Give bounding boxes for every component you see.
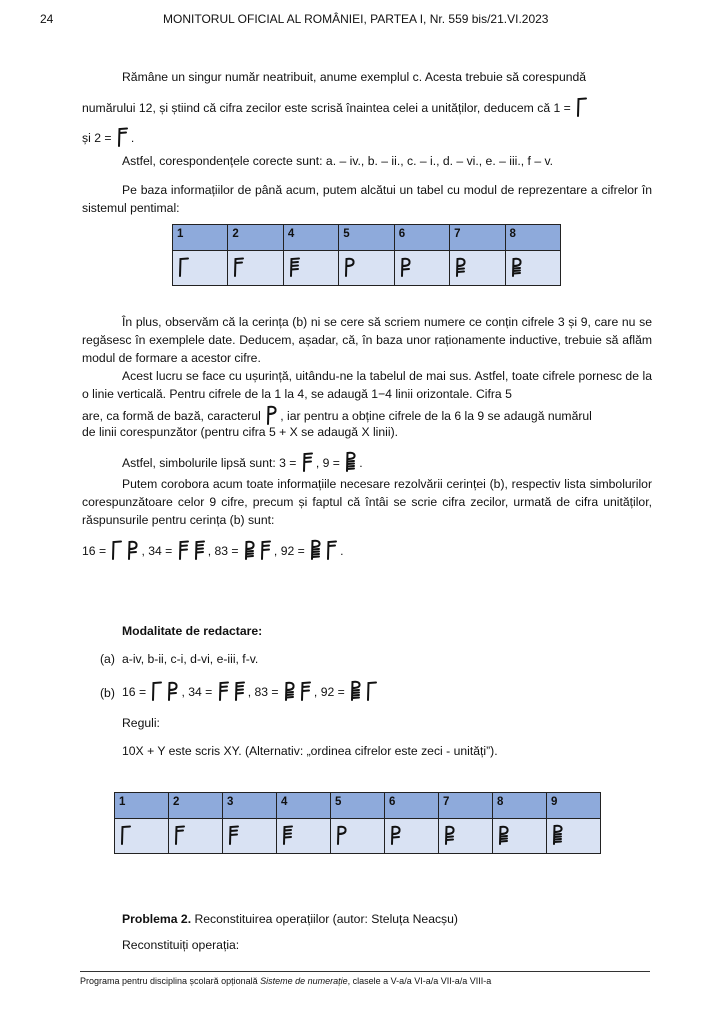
digit-3-icon <box>227 824 241 846</box>
footer-text: , clasele a V-a/a VI-a/a VII-a/a VIII-a <box>347 976 492 986</box>
digit-6-symbol-icon <box>166 680 180 702</box>
problem-2-instruction: Reconstituiți operația: <box>122 938 240 952</box>
footer-course-name: Sisteme de numerație <box>260 976 348 986</box>
paragraph-deduction <box>82 96 652 118</box>
header-cell: 1 <box>173 225 228 251</box>
symbol-cell <box>439 819 493 854</box>
paragraph-remaining-number <box>82 68 652 86</box>
digit-6-icon <box>389 824 403 846</box>
paragraph-inductive: În plus, observăm că la cerința (b) ni se cere să scriem numere ce conțin cifrele 3 și 9, care nu se regăsesc în exemplele date. Deducem, așadar, că, în baza unor raționamente inductive, trebuie să aflăm modul de formare a acestor cifre. <box>82 315 652 365</box>
symbol-cell <box>331 819 385 854</box>
digit-9-symbol-icon <box>344 451 358 473</box>
digit-6-symbol-icon <box>126 539 140 561</box>
answer-83-label: , 83 = <box>247 685 279 699</box>
header-cell: 2 <box>228 225 283 251</box>
symbol-cell <box>115 819 169 854</box>
digit-8-symbol-icon <box>243 539 257 561</box>
header-cell: 9 <box>547 793 601 819</box>
paragraph-add-lines: de linii corespunzător (pentru cifra 5 + X se adaugă X linii). <box>82 425 399 439</box>
text: numărului 12, și știind că cifra zecilor este scrisă înaintea celei a unităților, deducem că 1 = <box>82 101 571 115</box>
symbol-cell <box>169 819 223 854</box>
symbol-cell <box>339 251 394 286</box>
symbol-cell <box>228 251 283 286</box>
symbol-cell <box>283 251 338 286</box>
paragraph-vertical-line: Acest lucru se face cu ușurință, uitându-ne la tabelul de mai sus. Astfel, toate cifrele pornesc de la o linie verticală. Pentru cifrele de la 1 la 4, se adaugă 1−4 linii orizontale. Cifra 5 <box>82 369 652 401</box>
digit-8-icon <box>510 256 524 278</box>
digit-1-symbol-icon <box>365 680 379 702</box>
digit-1-icon <box>119 824 133 846</box>
symbol-cell <box>450 251 505 286</box>
header-cell: 3 <box>223 793 277 819</box>
digit-7-icon <box>454 256 468 278</box>
symbol-cell <box>394 251 449 286</box>
digit-4-symbol-icon <box>233 680 247 702</box>
digit-3-symbol-icon <box>259 539 273 561</box>
digit-5-icon <box>343 256 357 278</box>
paragraph-corroborate: Putem corobora acum toate informațiile necesare rezolvării cerinței (b), respectiv lista simbolurilor corespunzătoare celor 9 cifre, precum și faptul că întâi se scrie cifra zecilor, urmată de cifra unităților, răspunsurile pentru cerința (b) sunt: <box>82 477 652 527</box>
text: , iar pentru a obține cifrele de la 6 la 9 se adaugă numărul <box>280 409 592 423</box>
text: și 2 = <box>82 131 112 145</box>
digit-2-symbol-icon <box>325 539 339 561</box>
footer-note <box>80 976 491 986</box>
item-a-text: a-iv, b-ii, c-i, d-vi, e-iii, f-v. <box>122 652 259 666</box>
answer-34-label: , 34 = <box>141 544 173 558</box>
publication-header: MONITORUL OFICIAL AL ROMÂNIEI, PARTEA I, Nr. 559 bis/21.VI.2023 <box>163 12 549 26</box>
digit-2-icon <box>173 824 187 846</box>
header-cell: 8 <box>493 793 547 819</box>
symbol-cell <box>223 819 277 854</box>
digit-7-icon <box>443 824 457 846</box>
item-b-label: (b) <box>100 686 115 700</box>
text: . <box>340 544 344 558</box>
text: . <box>359 456 363 470</box>
header-cell: 7 <box>439 793 493 819</box>
digits-table-complete <box>114 792 601 854</box>
footer-text: Programa pentru disciplina școlară opțională <box>80 976 261 986</box>
section-title-modalitate: Modalitate de redactare: <box>122 624 263 638</box>
digit-1-symbol-icon <box>110 539 124 561</box>
footer-divider <box>80 971 650 972</box>
header-cell: 5 <box>339 225 394 251</box>
symbol-cell <box>277 819 331 854</box>
rule-text: 10X + Y este scris XY. (Alternativ: „ordinea cifrelor este zeci - unități”). <box>122 744 498 758</box>
header-cell: 6 <box>394 225 449 251</box>
digit-6-icon <box>399 256 413 278</box>
problem-2-subtitle: Reconstituirea operațiilor (autor: Steluța Neacșu) <box>191 912 458 926</box>
answer-34-label: , 34 = <box>181 685 213 699</box>
symbol-cell <box>173 251 228 286</box>
header-cell: 7 <box>450 225 505 251</box>
paragraph-table-intro: Pe baza informațiilor de până acum, putem alcătui un tabel cu modul de reprezentare a cifrelor în sistemul pentimal: <box>82 183 652 215</box>
digit-1-symbol-icon <box>150 680 164 702</box>
paragraph-digit-2 <box>82 126 652 148</box>
paragraph-missing-symbols <box>82 451 652 473</box>
digits-table-partial <box>172 224 561 286</box>
digit-4-icon <box>288 256 302 278</box>
text: Rămâne un singur număr neatribuit, anume exemplul c. Acesta trebuie să corespundă <box>122 70 587 84</box>
problem-2-heading <box>122 912 458 926</box>
header-cell: 6 <box>385 793 439 819</box>
answer-92-label: , 92 = <box>273 544 305 558</box>
problem-2-title: Problema 2. <box>122 912 192 926</box>
digit-4-symbol-icon <box>193 539 207 561</box>
digit-4-icon <box>281 824 295 846</box>
symbol-cell <box>493 819 547 854</box>
item-a-label: (a) <box>100 652 115 666</box>
digit-8-symbol-icon <box>283 680 297 702</box>
answer-83-label: , 83 = <box>207 544 239 558</box>
header-cell: 8 <box>505 225 560 251</box>
digit-1-symbol-icon <box>575 96 589 118</box>
text: Astfel, simbolurile lipsă sunt: 3 = <box>122 456 297 470</box>
digit-5-icon <box>335 824 349 846</box>
digit-2-symbol-icon <box>116 126 130 148</box>
symbol-cell <box>505 251 560 286</box>
digit-3-symbol-icon <box>177 539 191 561</box>
digit-3-symbol-icon <box>301 451 315 473</box>
header-cell: 2 <box>169 793 223 819</box>
digit-9-icon <box>551 824 565 846</box>
answer-92-label: , 92 = <box>313 685 345 699</box>
paragraph-correspondences: Astfel, corespondențele corecte sunt: a. – iv., b. – ii., c. – i., d. – vi., e. – iii., f – v. <box>122 154 554 168</box>
symbol-cell <box>385 819 439 854</box>
answer-16-label: 16 = <box>82 544 107 558</box>
header-cell: 5 <box>331 793 385 819</box>
page-number: 24 <box>40 12 54 26</box>
digit-9-symbol-icon <box>349 680 363 702</box>
header-cell: 4 <box>277 793 331 819</box>
header-cell: 1 <box>115 793 169 819</box>
symbol-cell <box>547 819 601 854</box>
rules-label: Reguli: <box>122 716 160 730</box>
answers-line <box>82 539 652 561</box>
item-b-answers <box>122 680 380 702</box>
digit-3-symbol-icon <box>299 680 313 702</box>
text: are, ca formă de bază, caracterul <box>82 409 261 423</box>
text: . <box>130 131 135 145</box>
digit-8-icon <box>497 824 511 846</box>
header-cell: 4 <box>283 225 338 251</box>
digit-9-symbol-icon <box>309 539 323 561</box>
digit-3-symbol-icon <box>217 680 231 702</box>
text: , 9 = <box>315 456 340 470</box>
digit-2-icon <box>232 256 246 278</box>
answer-16-label: 16 = <box>122 685 147 699</box>
digit-1-icon <box>177 256 191 278</box>
